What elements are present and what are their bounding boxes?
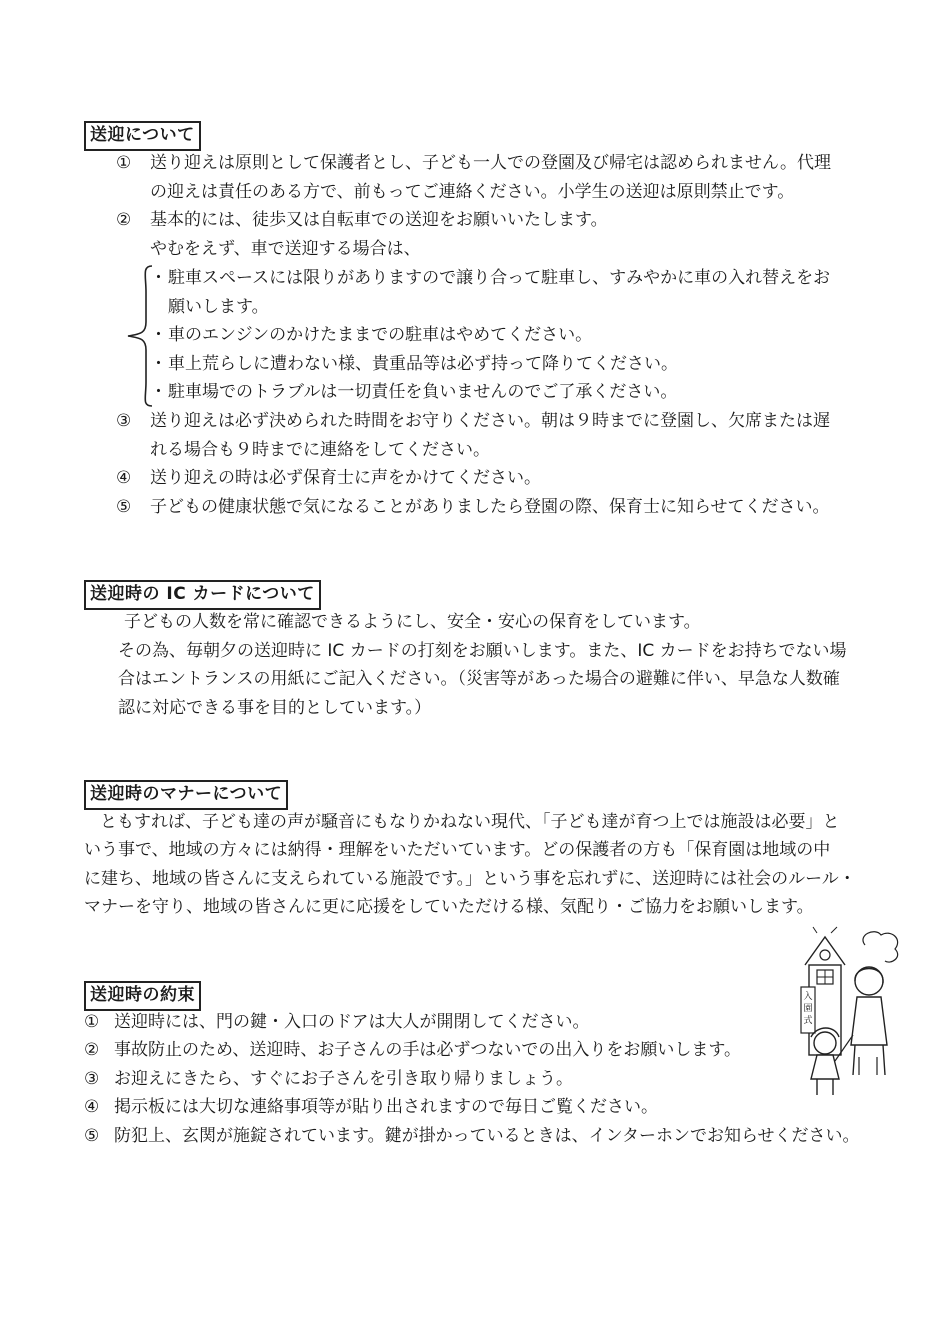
section-heading-manners: 送迎時のマナーについて bbox=[84, 780, 288, 810]
bullet-text: 駐車スペースには限りがありますので譲り合って駐車し、すみやかに車の入れ替えをお bbox=[168, 268, 831, 288]
paragraph-line: ともすれば、子ども達の声が騒音にもなりかねない現代、「子ども達が育つ上では施設は必要」と bbox=[100, 812, 840, 832]
svg-text:園: 園 bbox=[803, 1004, 813, 1014]
item-text: の迎えは責任のある方で、前もってご連絡ください。小学生の送迎は原則禁止です。 bbox=[150, 182, 795, 202]
bullet-mark: ・ bbox=[150, 354, 167, 374]
section-heading-promises: 送迎時の約束 bbox=[84, 981, 201, 1011]
item-text: やむをえず、車で送迎する場合は、 bbox=[150, 239, 421, 259]
item-text: 掲示板には大切な連絡事項等が貼り出されますので毎日ご覧ください。 bbox=[114, 1097, 658, 1117]
bullet-text: 車のエンジンのかけたままでの駐車はやめてください。 bbox=[168, 325, 593, 345]
item-text: 送迎時には、門の鍵・入口のドアは大人が開閉してください。 bbox=[114, 1012, 590, 1032]
item-number: ⑤ bbox=[84, 1126, 100, 1146]
paragraph-line: その為、毎朝夕の送迎時に IC カードの打刻をお願いします。また、IC カードをお持ちでない場 bbox=[118, 641, 847, 661]
item-number: ② bbox=[116, 210, 132, 230]
item-text: 送り迎えの時は必ず保育士に声をかけてください。 bbox=[150, 468, 541, 488]
item-number: ⑤ bbox=[116, 497, 132, 517]
item-number: ③ bbox=[84, 1069, 100, 1089]
bullet-mark: ・ bbox=[150, 268, 167, 288]
item-number: ① bbox=[84, 1012, 100, 1032]
bullet-mark: ・ bbox=[150, 325, 167, 345]
paragraph-line: 合はエントランスの用紙にご記入ください。（災害等があった場合の避難に伴い、早急な人数確 bbox=[118, 669, 840, 689]
bullet-mark: ・ bbox=[150, 382, 167, 402]
svg-text:式: 式 bbox=[803, 1016, 813, 1026]
paragraph-line: 認に対応できる事を目的としています。） bbox=[118, 698, 432, 718]
school-entrance-parent-child-illustration bbox=[795, 925, 905, 1100]
item-text: 送り迎えは原則として保護者とし、子ども一人での登園及び帰宅は認められません。代理 bbox=[150, 153, 832, 173]
item-number: ④ bbox=[116, 468, 132, 488]
section-heading-ic-card: 送迎時の IC カードについて bbox=[84, 580, 321, 610]
paragraph-line: いう事で、地域の方々には納得・理解をいただいています。どの保護者の方も「保育園は地域の中 bbox=[84, 840, 831, 860]
paragraph-line: に建ち、地域の皆さんに支えられている施設です。」という事を忘れずに、送迎時には社会のルール・ bbox=[84, 869, 856, 889]
svg-text:入: 入 bbox=[803, 992, 813, 1002]
item-text: 事故防止のため、送迎時、お子さんの手は必ずつないでの出入りをお願いします。 bbox=[114, 1040, 741, 1060]
bullet-text: 願いします。 bbox=[168, 297, 269, 317]
item-text: 防犯上、玄関が施錠されています。鍵が掛かっているときは、インターホンでお知らせください。 bbox=[114, 1126, 860, 1146]
paragraph-line: マナーを守り、地域の皆さんに更に応援をしていただける様、気配り・ご協力をお願いします。 bbox=[84, 897, 814, 917]
bullet-text: 駐車場でのトラブルは一切責任を負いませんのでご了承ください。 bbox=[168, 382, 678, 402]
item-text: お迎えにきたら、すぐにお子さんを引き取り帰りましょう。 bbox=[114, 1069, 573, 1089]
section-heading-pickup: 送迎について bbox=[84, 121, 201, 151]
item-number: ④ bbox=[84, 1097, 100, 1117]
paragraph-line: 子どもの人数を常に確認できるようにし、安全・安心の保育をしています。 bbox=[124, 612, 701, 632]
item-number: ③ bbox=[116, 411, 132, 431]
bullet-text: 車上荒らしに遭わない様、貴重品等は必ず持って降りてください。 bbox=[168, 354, 678, 374]
item-text: 基本的には、徒歩又は自転車での送迎をお願いいたします。 bbox=[150, 210, 608, 230]
item-text: 子どもの健康状態で気になることがありましたら登園の際、保育士に知らせてください。 bbox=[150, 497, 830, 517]
item-number: ② bbox=[84, 1040, 100, 1060]
item-number: ① bbox=[116, 153, 132, 173]
item-text: 送り迎えは必ず決められた時間をお守りください。朝は９時までに登園し、欠席または遅 bbox=[150, 411, 830, 431]
item-text: れる場合も９時までに連絡をしてください。 bbox=[150, 440, 490, 460]
